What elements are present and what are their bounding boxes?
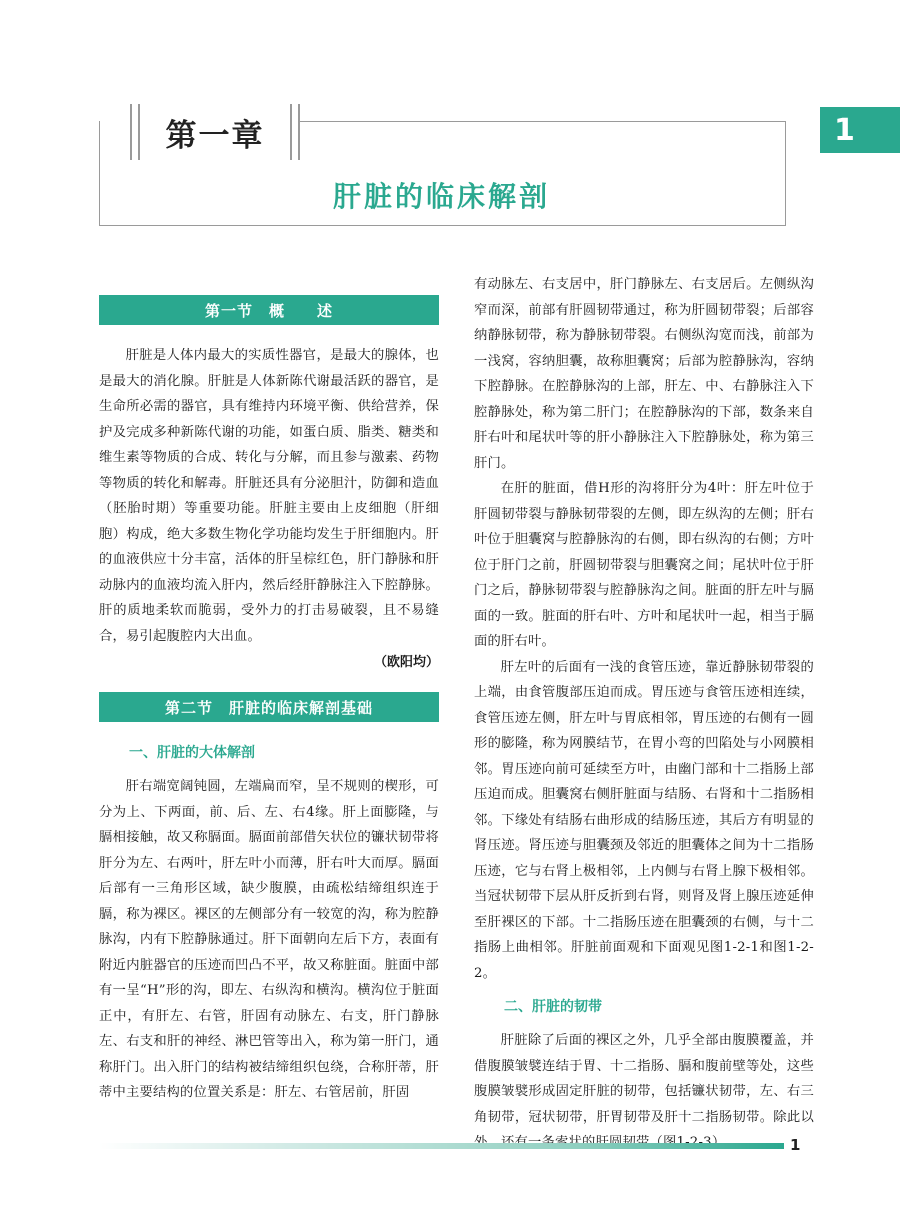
chapter-number: 第一章 [158,110,273,155]
paragraph: 肝脏除了后面的裸区之外，几乎全部由腹膜覆盖，并借腹膜皱襞连结于胃、十二指肠、膈和腹前壁等处，这些腹膜皱襞形成固定肝脏的韧带，包括镰状韧带，左、右三角韧带，冠状韧带，肝胃韧带及肝十二指肠韧带。除此以 [474,1033,814,1125]
author-credit: （欧阳均） [373,655,439,670]
chapter-tab: 1 [820,107,900,153]
page-number: 1 [790,1136,801,1154]
subsection-heading: 一、肝脏的大体解剖 [129,745,255,761]
paragraph: 在肝的脏面，借H形的沟将肝分为4叶：肝左叶位于肝圆韧带裂与静脉韧带裂的左侧，即左纵沟的左侧；肝右叶位于胆囊窝与腔静脉沟的右侧，即右纵沟的右侧；方叶位于肝门之前，肝圆韧带裂与胆囊窝之间；尾状叶位于肝门之后，静脉韧带裂与腔静脉沟之间。脏面的肝左叶与膈面的一致。脏面的肝右叶、方叶和尾状叶一起，相当于膈面的肝右叶。 [474,481,814,649]
paragraph: 肝脏是人体内最大的实质性器官，是最大的腺体，也是最大的消化腺。肝脏是人体新陈代谢最活跃的器官，是生命所必需的器官，具有维持内环境平衡、供给营养，保护及完成多种新陈代谢的功能，如蛋白质、脂类、糖类和维生素等物质的合成、转化与分解，而且参与激素、药物等物质的转化和解毒。肝脏还具有分泌胆汁，防御和造血（胚胎时期）等重要功能。肝脏主要由上皮细胞（肝细胞）构成，绝大多数生物化学功能均发生于肝细胞内。肝的血液供应十分丰富，活体的肝呈棕红色，肝门静脉和肝动脉内的血液均流入肝内，然后经肝静脉注入下腔静脉。肝的质地柔软而脆弱，受外力的打击易破裂，且不易缝合，易引起腹腔内大出血。 [99,348,439,644]
section-heading: 第一节 概 述 [99,295,439,325]
section-heading: 第二节 肝脏的临床解剖基础 [99,692,439,722]
label-right-bar-inner [290,104,292,160]
label-left-bar [130,104,132,160]
left-column [99,280,439,1106]
right-column [474,272,814,1156]
chapter-title: 肝脏的临床解剖 [332,180,550,213]
footer-rule [99,1143,784,1149]
paragraph: 有动脉左、右支居中，肝门静脉左、右支居后。左侧纵沟窄而深，前部有肝圆韧带通过，称为肝圆韧带裂；后部容纳静脉韧带，称为静脉韧带裂。右侧纵沟宽而浅，前部为一浅窝，容纳胆囊，故称胆囊窝；后部为腔静脉沟，容纳下腔静脉。在腔静脉沟的上部，肝左、中、右静脉注入下腔静脉处，称为第二肝门；在腔静脉沟的下部，数条来自肝右叶和尾状叶等的肝小静脉注入下腔静脉处，称为第三肝门。 [474,277,814,471]
label-left-bar-inner [138,104,140,160]
chapter-label-box [130,104,300,160]
label-right-bar [298,104,300,160]
paragraph: 肝右端宽阔钝圆，左端扁而窄，呈不规则的楔形，可分为上、下两面，前、后、左、右4缘。肝上面膨隆，与膈相接触，故又称膈面。膈面前部借矢状位的镰状韧带将肝分为左、右两叶，肝左叶小而薄，肝右叶大而厚。膈面后部有一三角形区域，缺少腹膜，由疏松结缔组织连于膈，称为裸区。裸区的左侧部分有一较宽的沟，称为腔静脉沟，内有下腔静脉通过。肝下面朝向左后下方，表面有附近内脏器官的压迹而凹凸不平，故又称脏面。脏面中部有一呈“H”形的沟，即左、右纵沟和横沟。横沟位于脏面正中，有肝左、右管，肝固有动脉左、右支，肝门静脉左、右支和肝的神经、淋巴管等出入，称为第一肝门，通称肝门。出入肝门的结构被结缔组织包绕，合称肝蒂，肝蒂中主要结构的位置关系是：肝左、右管居前，肝固 [99,779,439,1100]
subsection-heading: 二、肝脏的韧带 [504,999,602,1015]
paragraph: 肝左叶的后面有一浅的食管压迹，靠近静脉韧带裂的上端，由食管腹部压迫而成。胃压迹与食管压迹相连续，食管压迹左侧，肝左叶与胃底相邻，胃压迹的右侧有一圆形的膨隆，称为网膜结节，在胃小弯的凹陷处与小网膜相邻。胃压迹向前可延续至方叶，由幽门部和十二指肠上部压迫而成。胆囊窝右侧肝脏面与结肠、右肾和十二指肠相邻。下缘处有结肠右曲形成的结肠压迹，其后方有明显的肾压迹。肾压迹与胆囊颈及邻近的胆囊体之间为十二指肠压迹，它与右肾上极相邻，上内侧与右肾上腺下极相邻。当冠状韧带下层从肝反折到右肾，则肾及肾上腺压迹延伸至肝裸区的下部。十二指肠压迹在胆囊颈的右侧，与十二指肠上曲相邻。肝脏前面观和下面观见图1-2-1和图1-2-2。 [474,659,814,981]
